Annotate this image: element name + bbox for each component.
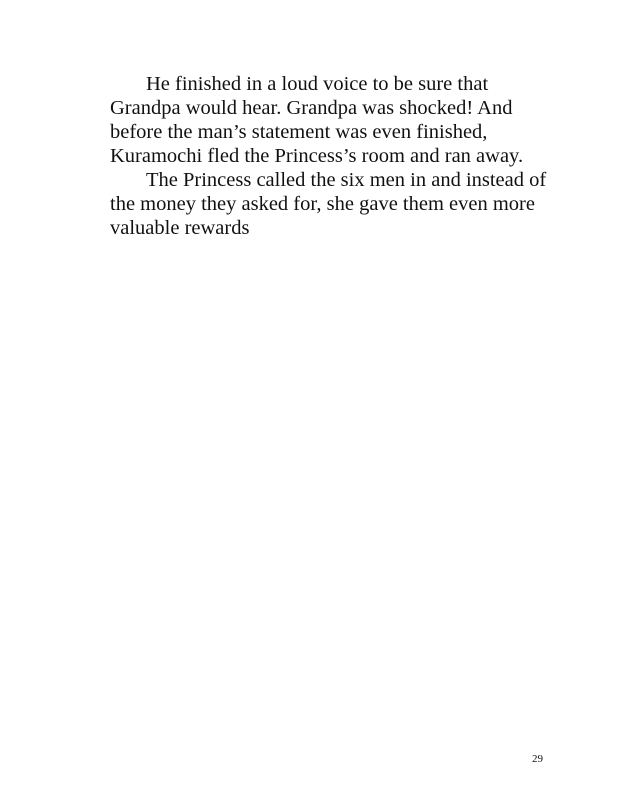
body-text (110, 72, 560, 240)
paragraph-1-line-3: before the man’s statement was even finished, (110, 121, 488, 143)
page-number: 29 (532, 753, 543, 765)
paragraph-2-line-1: The Princess called the six men in and instead of (146, 169, 547, 191)
paragraph-2-line-2: the money they asked for, she gave them even more (110, 193, 535, 215)
paragraph-1-line-4: Kuramochi fled the Princess’s room and ran away. (110, 145, 524, 167)
paragraph-1-line-1: He finished in a loud voice to be sure that (146, 73, 489, 95)
paragraph-1-line-2: Grandpa would hear. Grandpa was shocked! And (110, 97, 513, 119)
paragraph-2-line-3: valuable rewards (110, 217, 250, 239)
